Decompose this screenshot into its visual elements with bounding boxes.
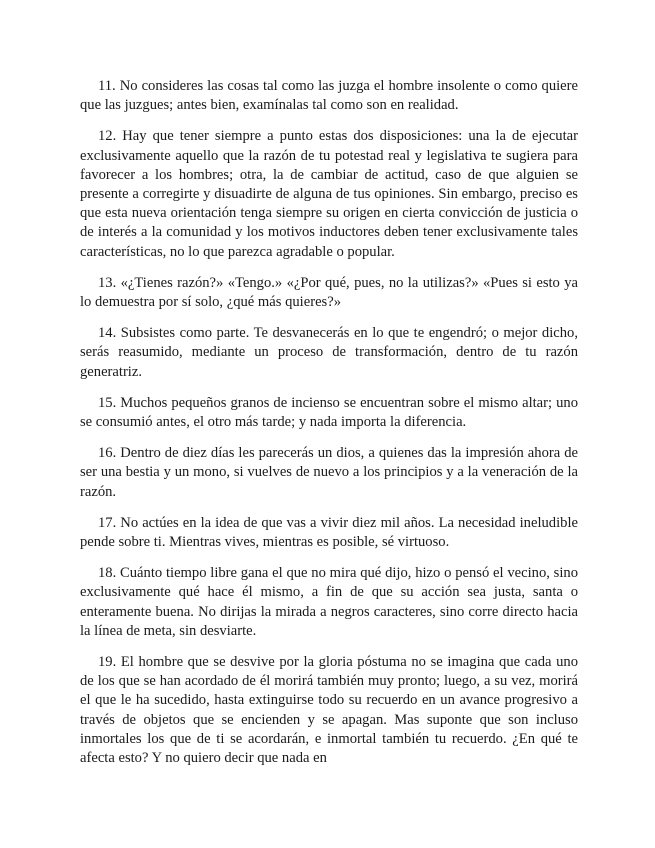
- paragraph-14: 14. Subsistes como parte. Te desvanecerás en lo que te engendró; o mejor dicho, serás reasumido, mediante un proceso de transformación, dentro de tu razón generatriz.: [80, 325, 578, 380]
- paragraph-12: 12. Hay que tener siempre a punto estas dos disposiciones: una la de ejecutar exclusivamente aquello que la razón de tu potestad real y legislativa te sugiera para favorecer a los hombres; otra, la de cambiar de actitud, caso de que alguien se presente a corregirte y disuadirte de alguna de tus opiniones. Sin embargo, preciso es que esta nueva orientación tenga siempre su origen en cierta convicción de justicia o de interés a la comunidad y los motivos inductores deben tener exclusivamente tales características, no lo que parezca agradable o popular.: [80, 128, 578, 260]
- document-page: [80, 77, 578, 780]
- paragraph-15: 15. Muchos pequeños granos de incienso se encuentran sobre el mismo altar; uno se consumió antes, el otro más tarde; y nada importa la diferencia.: [80, 394, 578, 431]
- paragraph-17: 17. No actúes en la idea de que vas a vivir diez mil años. La necesidad ineludible pende sobre ti. Mientras vives, mientras es posible, sé virtuoso.: [80, 514, 578, 551]
- paragraph-11: 11. No consideres las cosas tal como las juzga el hombre insolente o como quiere que las juzgues; antes bien, examínalas tal como son en realidad.: [80, 78, 578, 114]
- paragraph-18: 18. Cuánto tiempo libre gana el que no mira qué dijo, hizo o pensó el vecino, sino exclusivamente qué hace él mismo, a fin de que su acción sea justa, santa o enteramente buena. No dirijas la mirada a negros caracteres, sino corre directo hacia la línea de meta, sin desviarte.: [80, 565, 578, 639]
- paragraph-19: 19. El hombre que se desvive por la gloria póstuma no se imagina que cada uno de los que se han acordado de él morirá también muy pronto; luego, a su vez, morirá el que le ha sucedido, hasta extinguirse todo su recuerdo en un avance progresivo a través de objetos que se encienden y se apagan. Mas suponte que son incluso inmortales los que de ti se acordarán, e inmortal también tu recuerdo. ¿En qué te afecta esto? Y no quiero decir que nada en: [80, 654, 578, 767]
- paragraph-13: 13. «¿Tienes razón?» «Tengo.» «¿Por qué, pues, no la utilizas?» «Pues si esto ya lo demuestra por sí solo, ¿qué más quieres?»: [80, 274, 578, 311]
- paragraph-16: 16. Dentro de diez días les parecerás un dios, a quienes das la impresión ahora de ser una bestia y un mono, si vuelves de nuevo a los principios y a la veneración de la razón.: [80, 445, 578, 500]
